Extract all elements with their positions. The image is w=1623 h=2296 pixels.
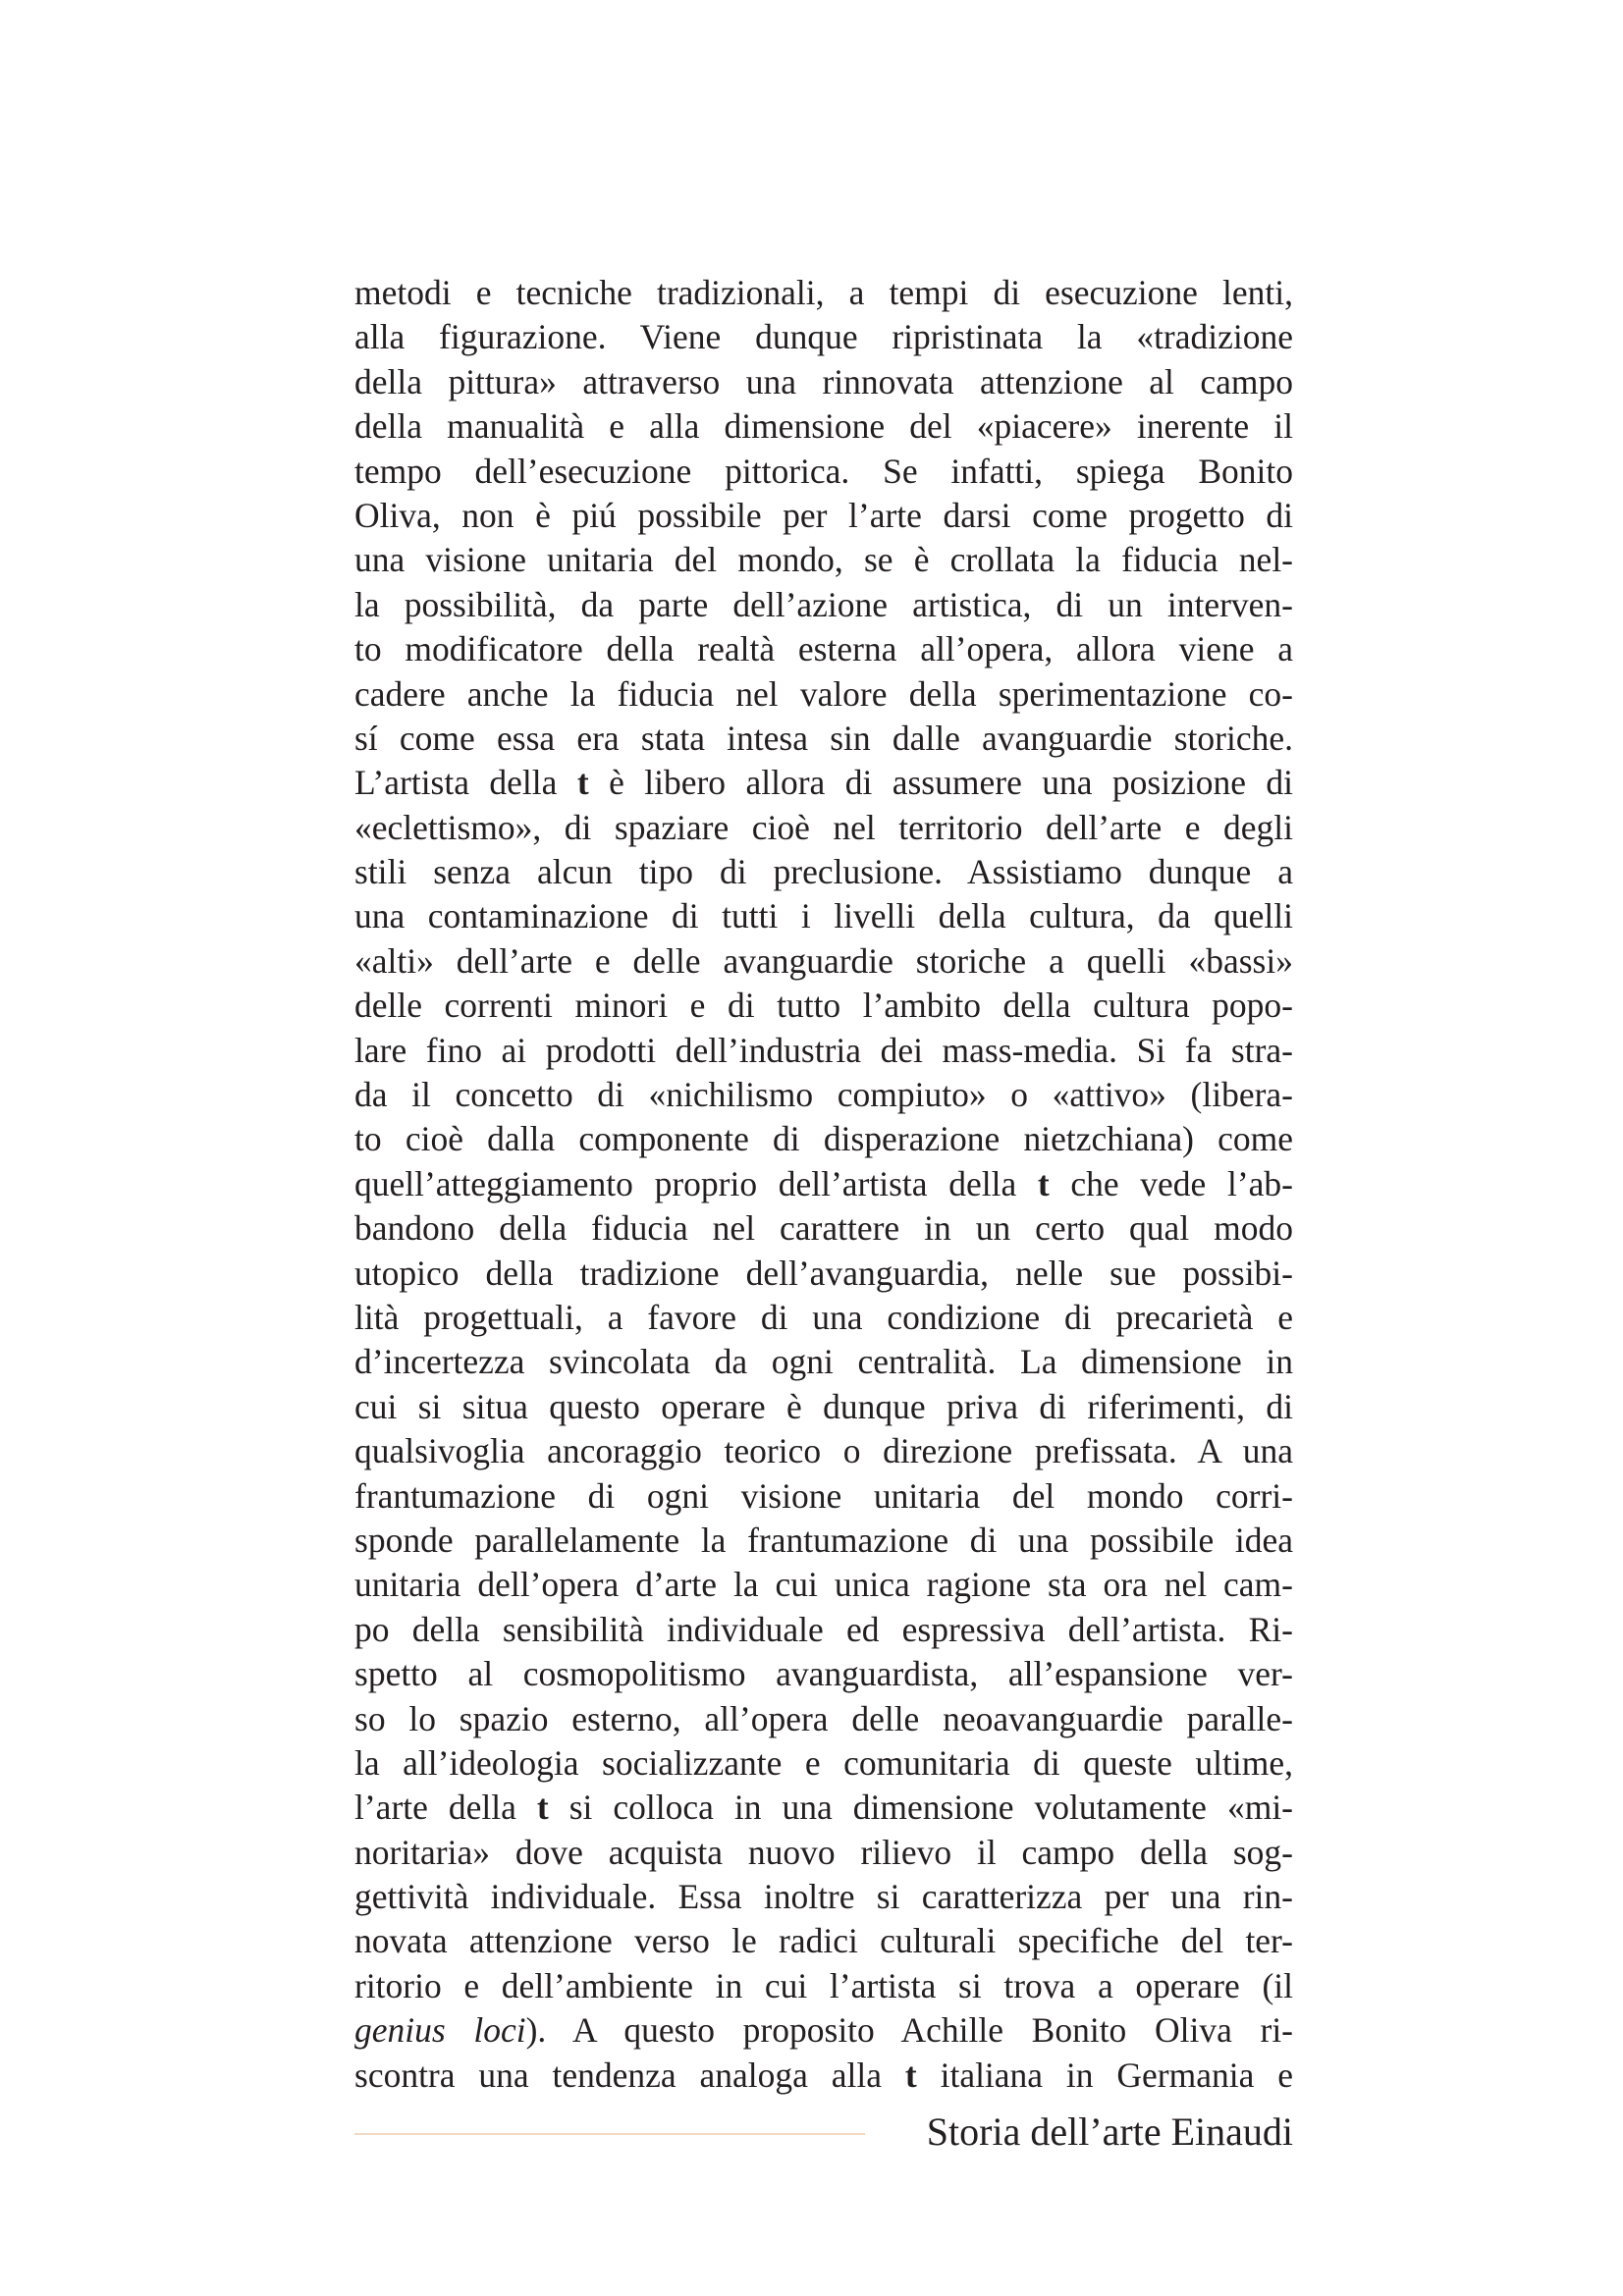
text-line: sponde parallelamente la frantumazione di una possibile idea — [354, 1520, 1293, 1560]
footer-title: Storia dell’arte Einaudi — [926, 2109, 1293, 2154]
bold-term: t — [576, 763, 589, 803]
text-line: una visione unitaria del mondo, se è crollata la fiducia nel- — [354, 540, 1293, 580]
text-line: quell’atteggiamento proprio dell’artista della t che vede l’ab- — [354, 1163, 1294, 1203]
text-line: la possibilità, da parte dell’azione artistica, di un interven- — [354, 584, 1293, 624]
text-line: genius loci). A questo proposito Achille Bonito Oliva ri- — [354, 2010, 1294, 2051]
text-line: sí come essa era stata intesa sin dalle avanguardie storiche. — [354, 718, 1293, 758]
text-line: lità progettuali, a favore di una condizione di precarietà e — [354, 1297, 1293, 1337]
text-line: so lo spazio esterno, all’opera delle neoavanguardie paralle- — [354, 1698, 1293, 1738]
text-line: noritaria» dove acquista nuovo rilievo il campo della sog- — [354, 1832, 1293, 1872]
text-line: to cioè dalla componente di disperazione nietzchiana) come — [354, 1119, 1293, 1159]
text-line: Oliva, non è piú possibile per l’arte darsi come progetto di — [354, 495, 1293, 535]
bold-term: t — [904, 2055, 917, 2095]
text-line: alla figurazione. Viene dunque ripristinata la «tradizione — [354, 317, 1293, 357]
text-line: metodi e tecniche tradizionali, a tempi di esecuzione lenti, — [354, 273, 1293, 312]
bold-term: t — [536, 1788, 549, 1828]
text-line: «eclettismo», di spaziare cioè nel territorio dell’arte e degli — [354, 807, 1293, 847]
text-line: novata attenzione verso le radici culturali specifiche del ter- — [354, 1921, 1293, 1961]
text-line: qualsivoglia ancoraggio teorico o direzione prefissata. A una — [354, 1431, 1293, 1471]
text-line: po della sensibilità individuale ed espressiva dell’artista. Ri- — [354, 1609, 1293, 1649]
text-line: cui si situa questo operare è dunque priva di riferimenti, di — [354, 1386, 1293, 1426]
text-line: scontra una tendenza analoga alla t italiana in Germania e — [354, 2055, 1294, 2095]
footer-rule — [354, 2133, 865, 2135]
text-line: lare fino ai prodotti dell’industria dei mass-media. Si fa stra- — [354, 1030, 1293, 1070]
text-line: l’arte della t si colloca in una dimensione volutamente «mi- — [354, 1788, 1293, 1828]
bold-term: t — [1037, 1163, 1050, 1203]
text-line: unitaria dell’opera d’arte la cui unica ragione sta ora nel cam- — [354, 1565, 1293, 1605]
text-line: gettività individuale. Essa inoltre si caratterizza per una rin- — [354, 1877, 1293, 1917]
text-line: bandono della fiducia nel carattere in un certo qual modo — [354, 1208, 1293, 1249]
text-line: stili senza alcun tipo di preclusione. Assistiamo dunque a — [354, 852, 1293, 892]
text-line: la all’ideologia socializzante e comunitaria di queste ultime, — [354, 1742, 1293, 1783]
text-line: una contaminazione di tutti i livelli della cultura, da quelli — [354, 896, 1293, 936]
text-line: della pittura» attraverso una rinnovata attenzione al campo — [354, 361, 1293, 401]
text-line: d’incertezza svincolata da ogni centralità. La dimensione in — [354, 1342, 1293, 1382]
text-line: utopico della tradizione dell’avanguardia, nelle sue possibi- — [354, 1253, 1293, 1293]
text-line: tempo dell’esecuzione pittorica. Se infatti, spiega Bonito — [354, 451, 1293, 491]
text-line: «alti» dell’arte e delle avanguardie storiche a quelli «bassi» — [354, 940, 1293, 981]
text-line: cadere anche la fiducia nel valore della sperimentazione co- — [354, 673, 1293, 714]
text-line: della manualità e alla dimensione del «piacere» inerente il — [354, 406, 1293, 447]
text-line: L’artista della t è libero allora di assumere una posizione di — [354, 763, 1294, 803]
text-line: spetto al cosmopolitismo avanguardista, all’espansione ver- — [354, 1654, 1293, 1694]
italic-term: genius loci — [354, 2010, 526, 2051]
text-line: da il concetto di «nichilismo compiuto» o «attivo» (libera- — [354, 1075, 1293, 1115]
text-line: to modificatore della realtà esterna all’opera, allora viene a — [354, 629, 1293, 669]
body-text — [354, 271, 1293, 2098]
text-line: frantumazione di ogni visione unitaria del mondo corri- — [354, 1475, 1293, 1516]
text-line: ritorio e dell’ambiente in cui l’artista si trova a operare (il — [354, 1965, 1293, 2005]
text-line: delle correnti minori e di tutto l’ambito della cultura popo- — [354, 986, 1293, 1026]
